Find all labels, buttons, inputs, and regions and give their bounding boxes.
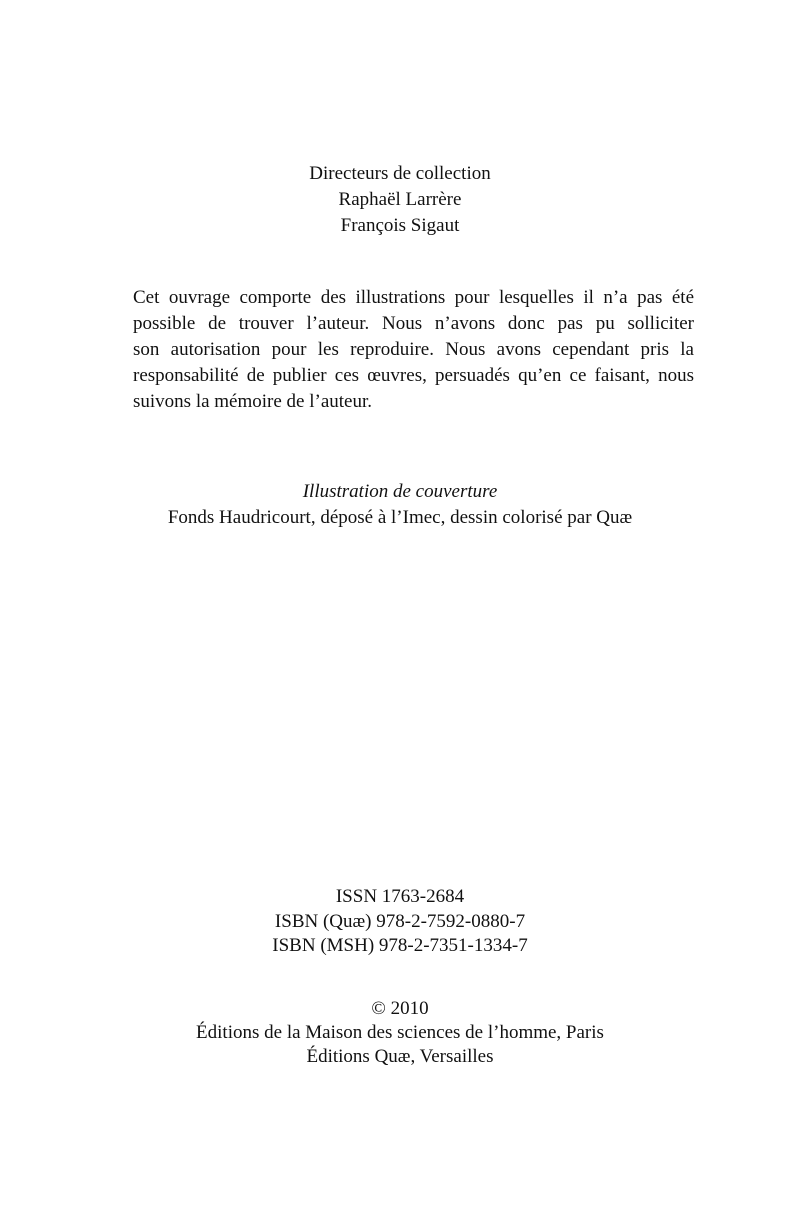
cover-heading: Illustration de couverture [302,481,498,502]
isbn-quae: ISBN (Quæ) 978-2-7592-0880-7 [274,911,526,932]
collection-heading: Directeurs de collection [309,163,491,184]
notice-line: Cet ouvrage comporte des illustrations pour lesquelles il n’a pas été [133,287,694,308]
notice-line: suivons la mémoire de l’auteur. [133,391,373,412]
isbn-msh: ISBN (MSH) 978-2-7351-1334-7 [272,935,528,956]
issn: ISSN 1763-2684 [335,886,465,907]
cover-credit: Fonds Haudricourt, déposé à l’Imec, dessin colorisé par Quæ [167,507,633,528]
publisher-line: Éditions de la Maison des sciences de l’homme, Paris [196,1022,604,1043]
illustration-rights-notice [133,285,694,415]
director-name: Raphaël Larrère [338,189,462,210]
publisher-line: Éditions Quæ, Versailles [306,1046,494,1067]
director-name: François Sigaut [340,215,460,236]
notice-line: possible de trouver l’auteur. Nous n’avons donc pas pu solliciter [133,313,694,334]
notice-line: responsabilité de publier ces œuvres, persuadés qu’en ce faisant, nous [133,365,694,386]
notice-line: son autorisation pour les reproduire. Nous avons cependant pris la [133,339,694,360]
copyright-notice: © 2010 [371,998,429,1019]
